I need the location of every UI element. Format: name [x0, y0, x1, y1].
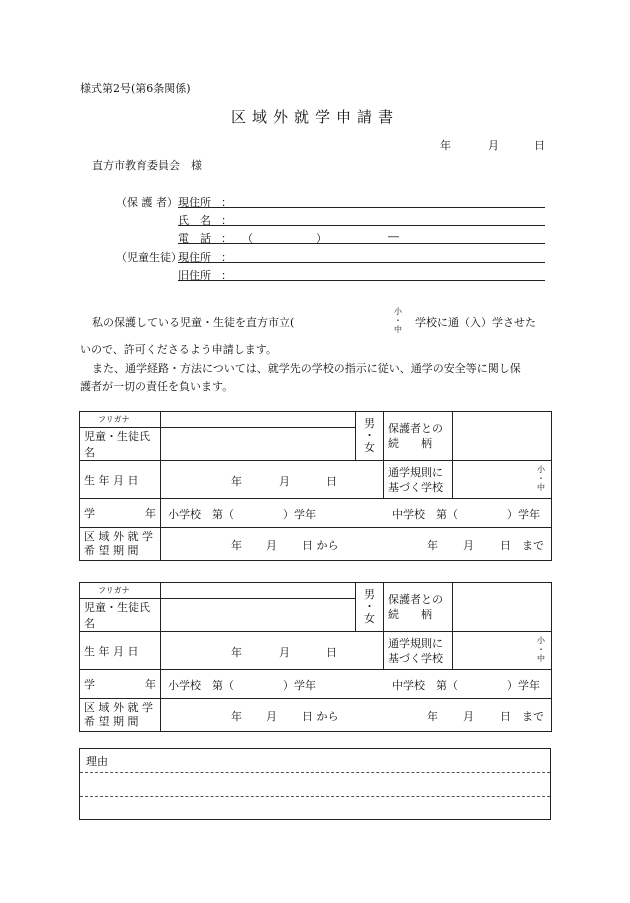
birth-label: 生 年 月 日	[80, 461, 161, 499]
chu-text: 中	[537, 483, 545, 492]
colon: ：	[221, 214, 232, 227]
relation-line-1: 保護者との	[388, 422, 443, 435]
guardian-name-label: 氏 名	[178, 214, 211, 227]
sho-text: 小	[537, 636, 545, 645]
school-rule-line-2: 基づく学校	[388, 480, 443, 494]
sho-text: 小	[537, 465, 545, 474]
child-name-field[interactable]	[161, 599, 356, 632]
page-title: 区域外就学申請書	[230, 108, 399, 126]
grade-field[interactable]	[161, 670, 552, 699]
period-from-year: 年	[231, 539, 242, 552]
colon: ：	[221, 196, 232, 209]
old-address-label: 旧住所	[178, 269, 211, 282]
grade-label-2: 年	[145, 678, 156, 691]
student-table-2	[79, 582, 552, 732]
statement-line-1a: 私の保護している児童・生徒を直方市立(	[92, 316, 295, 329]
child-label: （児童生徒）	[116, 251, 182, 264]
school-rule-field[interactable]	[453, 461, 552, 499]
birth-month: 月	[279, 474, 290, 488]
period-line-1: 区 域 外 就 学	[84, 701, 153, 714]
school-type-stack	[392, 307, 404, 334]
form-number: 様式第2号(第6条関係)	[80, 82, 191, 95]
sho-text: 小	[394, 307, 402, 316]
school-rule-label	[384, 461, 453, 499]
colon: ：	[221, 269, 232, 282]
period-from-year: 年	[231, 710, 242, 723]
junior-grade-end: ）学年	[507, 508, 540, 521]
relation-line-2: 続 柄	[388, 437, 432, 450]
relation-field[interactable]	[453, 412, 552, 461]
birth-label: 生 年 月 日	[80, 632, 161, 670]
dot-text: ・	[537, 645, 545, 654]
period-from: 日 から	[302, 710, 339, 723]
period-from: 日 から	[302, 539, 339, 552]
grade-label-1: 学	[84, 678, 95, 691]
grade-label-2: 年	[145, 507, 156, 520]
chu-text: 中	[537, 654, 545, 663]
old-address-line[interactable]	[178, 280, 545, 281]
school-rule-label	[384, 632, 453, 670]
guardian-phone-label: 電 話	[178, 232, 211, 245]
junior-grade-end: ）学年	[507, 679, 540, 692]
school-rule-field[interactable]	[453, 632, 552, 670]
school-rule-line-1: 通学規則に	[388, 465, 443, 479]
furigana-label: フリガナ	[80, 583, 161, 599]
elem-grade: 小学校 第（	[168, 508, 234, 521]
date-day: 日	[534, 139, 545, 152]
child-name-field[interactable]	[161, 428, 356, 461]
statement-line-1b: 学校に通（入）学させた	[415, 316, 536, 329]
child-address-label: 現住所	[178, 251, 211, 264]
reason-label-row	[80, 749, 550, 773]
relation-line-2: 続 柄	[388, 608, 432, 621]
gender-cell[interactable]	[356, 583, 384, 632]
statement-line-4: 護者が一切の責任を負います。	[80, 380, 234, 393]
grade-label	[80, 670, 161, 699]
phone-dash: ―	[388, 230, 399, 243]
school-type-stack	[537, 465, 545, 492]
guardian-phone-line[interactable]	[178, 243, 545, 244]
birth-year: 年	[231, 474, 242, 488]
period-line-2: 希 望 期 間	[84, 715, 139, 728]
period-to-year: 年	[427, 539, 438, 552]
male-text: 男	[364, 588, 375, 601]
birth-month: 月	[279, 645, 290, 659]
colon: ：	[221, 251, 232, 264]
student-table-1	[79, 411, 552, 561]
period-label	[80, 528, 161, 561]
male-text: 男	[364, 417, 375, 430]
birth-day: 日	[326, 474, 337, 488]
period-to-year: 年	[427, 710, 438, 723]
furigana-field[interactable]	[161, 583, 356, 599]
birth-year: 年	[231, 645, 242, 659]
phone-open: （	[242, 232, 253, 245]
period-until: 日 まで	[500, 539, 544, 552]
period-label	[80, 699, 161, 732]
period-line-2: 希 望 期 間	[84, 544, 139, 557]
relation-label	[384, 412, 453, 461]
junior-grade: 中学校 第（	[392, 679, 458, 692]
colon: ：	[221, 232, 232, 245]
dot-text: ・	[537, 474, 545, 483]
sep-text: ・	[364, 600, 375, 613]
date-year: 年	[440, 139, 451, 152]
birth-field[interactable]	[161, 461, 384, 499]
birth-field[interactable]	[161, 632, 384, 670]
period-field[interactable]	[161, 699, 552, 732]
elem-grade-end: ）学年	[283, 508, 316, 521]
junior-grade: 中学校 第（	[392, 508, 458, 521]
school-rule-line-1: 通学規則に	[388, 636, 443, 650]
period-from-month: 月	[266, 539, 277, 552]
child-name-label: 児童・生徒氏名	[80, 428, 161, 461]
period-from-month: 月	[266, 710, 277, 723]
relation-line-1: 保護者との	[388, 593, 443, 606]
sep-text: ・	[364, 429, 375, 442]
female-text: 女	[364, 441, 375, 454]
furigana-field[interactable]	[161, 412, 356, 428]
child-name-label: 児童・生徒氏名	[80, 599, 161, 632]
relation-label	[384, 583, 453, 632]
addressee: 直方市教育委員会 様	[92, 159, 202, 172]
school-rule-line-2: 基づく学校	[388, 651, 443, 665]
period-to-month: 月	[463, 539, 474, 552]
grade-label-1: 学	[84, 507, 95, 520]
period-line-1: 区 域 外 就 学	[84, 530, 153, 543]
dot-text: ・	[394, 316, 402, 325]
guardian-name-line[interactable]	[178, 225, 545, 226]
period-field[interactable]	[161, 528, 552, 561]
chu-text: 中	[394, 325, 402, 334]
school-type-stack	[537, 636, 545, 663]
guardian-address-label: 現住所	[178, 196, 211, 209]
reason-line-1[interactable]	[80, 773, 550, 797]
guardian-label: （保 護 者）	[116, 196, 178, 209]
furigana-label: フリガナ	[80, 412, 161, 428]
child-address-line[interactable]	[178, 262, 545, 263]
period-until: 日 まで	[500, 710, 544, 723]
elem-grade: 小学校 第（	[168, 679, 234, 692]
period-to-month: 月	[463, 710, 474, 723]
relation-field[interactable]	[453, 583, 552, 632]
reason-box	[79, 748, 551, 820]
reason-line-2[interactable]	[80, 797, 550, 819]
birth-day: 日	[326, 645, 337, 659]
gender-cell[interactable]	[356, 412, 384, 461]
phone-close: ）	[316, 232, 327, 245]
reason-label: 理由	[86, 755, 108, 768]
grade-field[interactable]	[161, 499, 552, 528]
guardian-address-line[interactable]	[178, 207, 545, 208]
elem-grade-end: ）学年	[283, 679, 316, 692]
date-month: 月	[488, 139, 499, 152]
grade-label	[80, 499, 161, 528]
statement-line-2: いので、許可くださるよう申請します。	[80, 343, 277, 356]
female-text: 女	[364, 612, 375, 625]
statement-line-3: また、通学経路・方法については、就学先の学校の指示に従い、通学の安全等に関し保	[92, 362, 521, 375]
